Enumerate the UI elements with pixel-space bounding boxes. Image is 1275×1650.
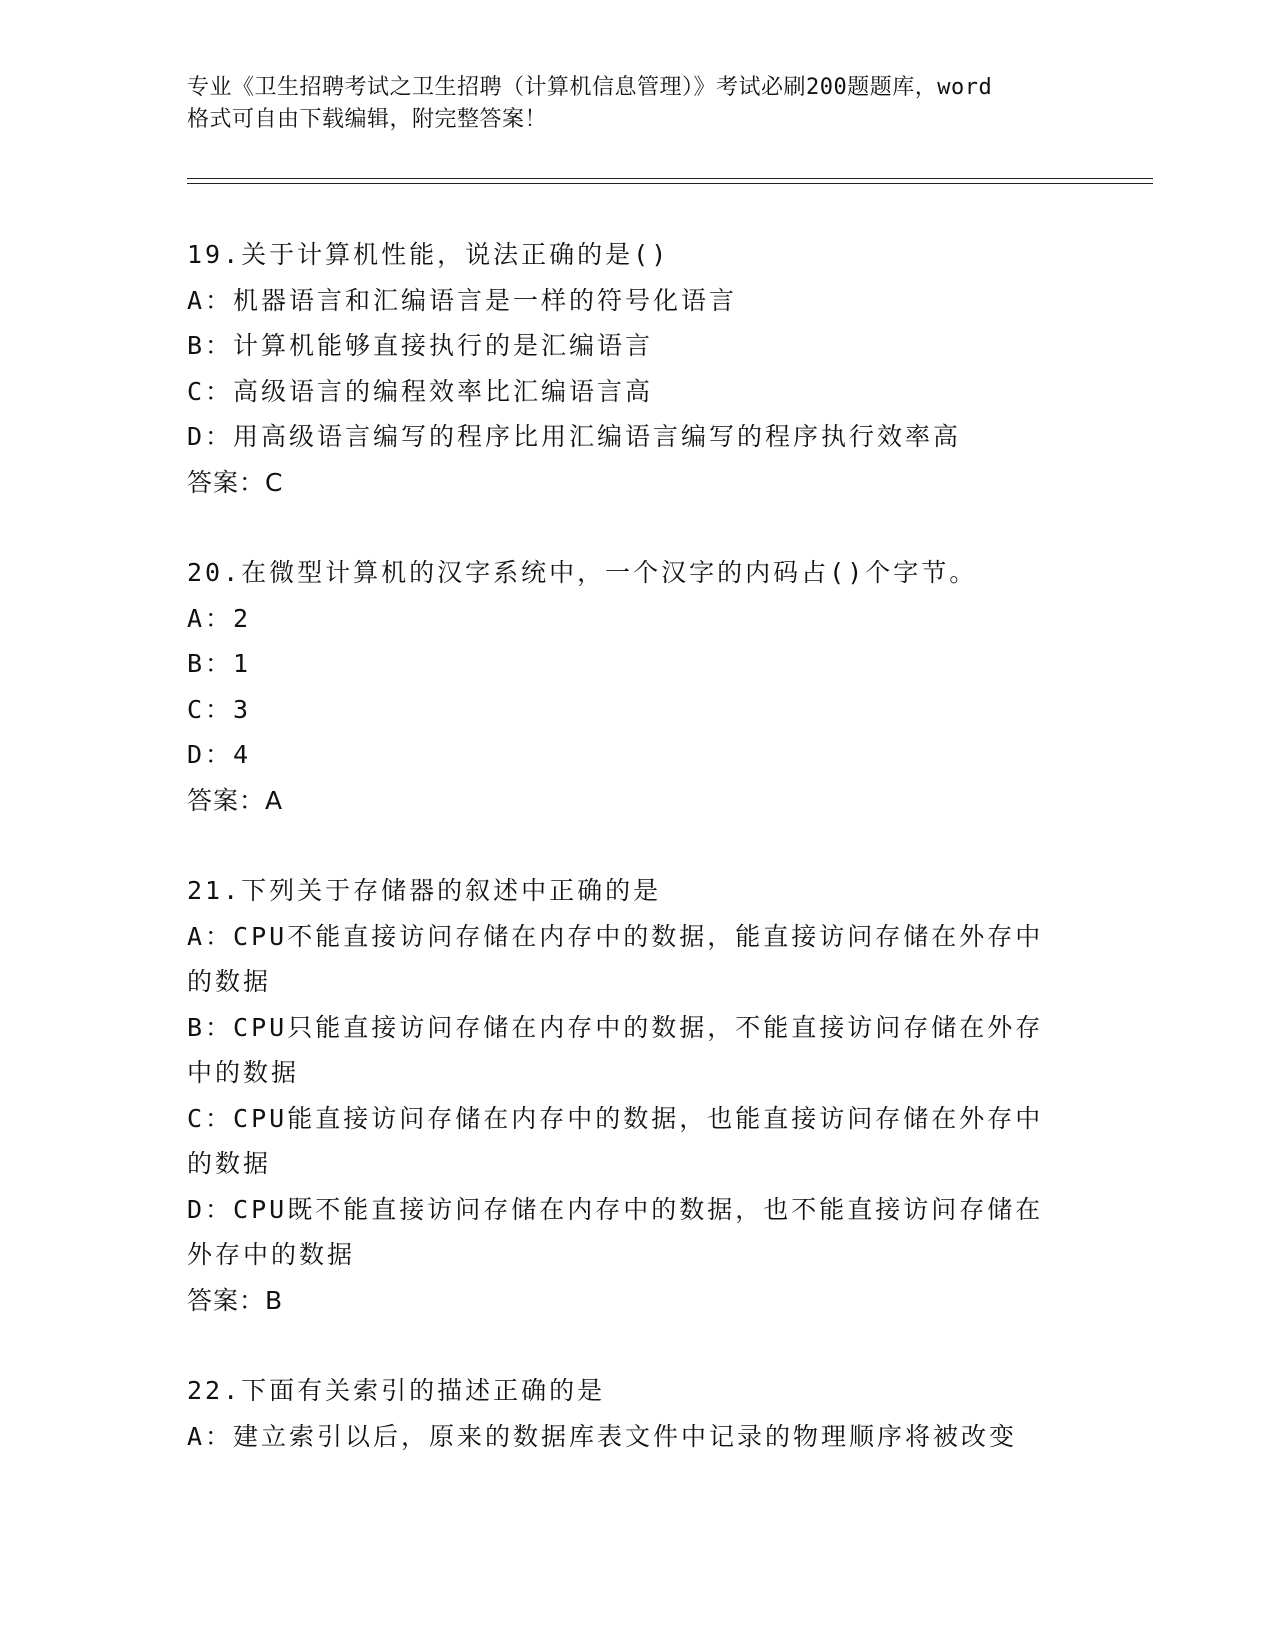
option-b-continued: 中的数据 bbox=[187, 1058, 300, 1087]
option-c: C：3 bbox=[187, 694, 252, 724]
option-b: B：1 bbox=[187, 649, 252, 678]
option-a: A：2 bbox=[187, 603, 252, 633]
option-a: A：建立索引以后，原来的数据库表文件中记录的物理顺序将被改变 bbox=[187, 1421, 1018, 1451]
header-line-1: 专业《卫生招聘考试之卫生招聘（计算机信息管理）》考试必刷200题题库，word bbox=[187, 75, 993, 100]
question-19 bbox=[187, 232, 1087, 505]
option-d: D：CPU既不能直接访问存储在内存中的数据，也不能直接访问存储在 bbox=[187, 1194, 1044, 1224]
answer: 答案：B bbox=[187, 1285, 284, 1315]
header-line-2: 格式可自由下载编辑，附完整答案！ bbox=[187, 107, 548, 132]
option-d: D：用高级语言编写的程序比用汇编语言编写的程序执行效率高 bbox=[187, 422, 962, 451]
option-a: A：机器语言和汇编语言是一样的符号化语言 bbox=[187, 285, 738, 315]
option-a: A：CPU不能直接访问存储在内存中的数据，能直接访问存储在外存中 bbox=[187, 921, 1044, 951]
answer: 答案：C bbox=[187, 467, 284, 497]
question-stem: 20.在微型计算机的汉字系统中，一个汉字的内码占()个字节。 bbox=[187, 558, 978, 587]
question-list bbox=[187, 232, 1087, 1504]
question-stem: 21.下列关于存储器的叙述中正确的是 bbox=[187, 876, 662, 905]
answer: 答案：A bbox=[187, 785, 284, 815]
question-stem: 19.关于计算机性能，说法正确的是() bbox=[187, 240, 670, 269]
question-20 bbox=[187, 550, 1087, 823]
question-21 bbox=[187, 868, 1087, 1323]
option-c: C：高级语言的编程效率比汇编语言高 bbox=[187, 376, 654, 406]
option-a-continued: 的数据 bbox=[187, 967, 272, 996]
option-c: C：CPU能直接访问存储在内存中的数据，也能直接访问存储在外存中 bbox=[187, 1103, 1044, 1133]
header-divider-bottom bbox=[187, 183, 1153, 184]
header-divider-top bbox=[187, 178, 1153, 179]
option-d-continued: 外存中的数据 bbox=[187, 1240, 356, 1269]
option-b: B：CPU只能直接访问存储在内存中的数据，不能直接访问存储在外存 bbox=[187, 1012, 1044, 1042]
option-c-continued: 的数据 bbox=[187, 1149, 272, 1178]
question-22 bbox=[187, 1368, 1087, 1459]
document-header bbox=[187, 72, 1087, 136]
option-b: B：计算机能够直接执行的是汇编语言 bbox=[187, 331, 654, 360]
option-d: D：4 bbox=[187, 740, 252, 769]
question-stem: 22.下面有关索引的描述正确的是 bbox=[187, 1376, 606, 1405]
